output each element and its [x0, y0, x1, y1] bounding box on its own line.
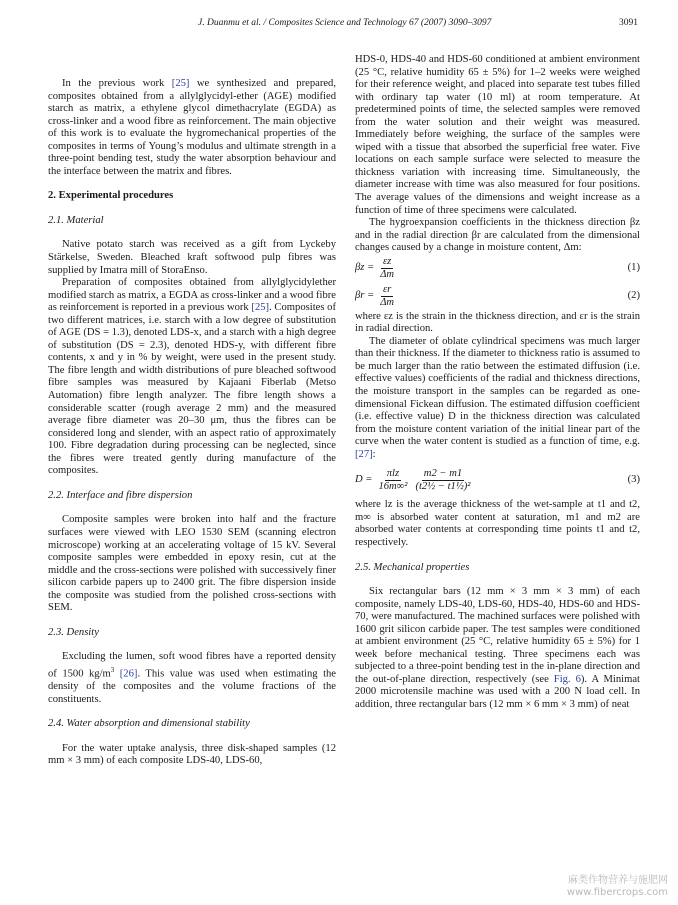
subsection-heading: 2.1. Material — [48, 214, 104, 226]
citation-link[interactable]: [25] — [171, 78, 190, 89]
running-header — [48, 18, 638, 34]
equation-number: (2) — [627, 290, 640, 302]
paragraph: Six rectangular bars (12 mm × 3 mm × 3 mm) of each composite, namely LDS-40, LDS-60, HDS-40, HDS-60 and HDS-70, were manufactured. The machined surfaces were polished with 1600 grit silicon carbide paper. The test samples were conditioned at ambient environment (25 °C, relative humidity 65 ± 5%) for 1 week before mechanical testing. Three specimens each was subjected to a three-point bending test in the in-plane direction and the out-of-plane direction, respectively (see Fig. 6). A Minimat 2000 microtensile machine was used with a 200 N load cell. In addition, three rectangular bars (12 mm × 6 mm × 3 mm) of neat — [355, 586, 641, 710]
intro-paragraph: In the previous work [25] we synthesized and prepared, composites obtained from a allylglycidyl-ether (AGE) modified starch as matrix, a ethylene glycol dimethacrylate (EGDA) as cross-linker and a wood fibre as reinforcement. The main objective of this work is to evaluate the hygromechanical properties of the composites in terms of Young’s modulus and ultimate strength in a three-point bending test, study the water absorption behaviour and the interface between the matrix and fibres. — [48, 78, 336, 177]
paragraph: Composite samples were broken into half and the fracture surfaces were viewed with LEO 1530 SEM (scanning electron microscope) working at an accelerating voltage of 15 kV. Several composite samples were embedded in epoxy resin, cut at the middle and the cross-sections were polished with successively finer silicon carbide papers up to 2400 grit. The fibre dispersion inside the composite was studied from the polished cross-sections with SEM. — [48, 514, 336, 614]
equation-2: βr = $\frac{\varepsilon r}{\Delta m}$ (2) — [355, 284, 640, 309]
left-column — [48, 78, 336, 768]
equation-3: D = $\frac{\text{πlz}}{\text{16m∞²}}$ $\frac{m2 - m1}{\text{(t2½ − t1½)²}}$ (3) — [355, 467, 640, 492]
subsection-heading: 2.2. Interface and fibre dispersion — [48, 489, 193, 501]
equation-number: (1) — [627, 262, 640, 274]
paragraph: Preparation of composites obtained from allylglycidylether modified starch as matrix, a EGDA as cross-linker and a wood fibre as reinforcement is reported in a previous work [25]. Composites of two different matrices, i.e. starch with a low degree of substitution of AGE (DS = 1.3), denoted LDS-x, and a starch with a high degree of substitution (DS = 2.3), denoted HDS-y, with different fibre contents, x and y in % by weight, were used in the present study. The fibre length and width distributions of pure bleached softwood fibre samples was measured by Kajaani Fiberlab (Metso Automation) fibre length analyzer. The fibre length shows a considerable scatter (rough average 2 mm) and the measured average fibre diameter was 20–30 μm, thus the fibres can be considered long and slender, with an aspect ratio of approximately 100. Fibre degradation during processing can be neglected, since the fibres were treated gently during manufacture of the composites. — [48, 277, 336, 477]
section-heading: 2. Experimental procedures — [48, 190, 174, 202]
citation-link[interactable]: [25] — [251, 302, 270, 314]
equation-number: (3) — [627, 474, 640, 486]
subsection-heading: 2.5. Mechanical properties — [355, 561, 470, 573]
paragraph: Excluding the lumen, soft wood fibres have a reported density of 1500 $kg/m^3$ [26]. This value was used when estimating the density of the composites and the volume fractions of the constituents. — [48, 651, 337, 705]
running-title: J. Duanmu et al. / Composites Science and Technology 67 (2007) 3090–3097 — [198, 18, 492, 28]
subsection-heading: 2.4. Water absorption and dimensional stability — [48, 718, 250, 730]
citation-link[interactable]: [26] — [119, 668, 138, 680]
paragraph: For the water uptake analysis, three disk-shaped samples (12 mm × 3 mm) of each composite LDS-40, LDS-60, — [48, 742, 336, 767]
page-number: 3091 — [619, 18, 638, 28]
equation-1: βz = $\frac{\varepsilon z}{\Delta m}$ (1) — [355, 256, 640, 281]
paragraph: The diameter of oblate cylindrical specimens was much larger than their thickness. If the diameter to thickness ratio is assumed to be much larger than the ratio between the estimated diffusion (i.e. effective values) coefficients of the radial and thickness directions, the moisture transport in the samples can be regarded as one-dimensional Fickean diffusion. The estimated diffusion coefficient (i.e. effective value) D in the thickness direction was calculated from the moisture content variation of the initial linear part of the curve when the water content is studied as a function of time, e.g. [27]: — [355, 335, 640, 460]
subsection-heading: 2.3. Density — [48, 626, 99, 638]
paragraph: HDS-0, HDS-40 and HDS-60 conditioned at ambient environment (25 °C, relative humidity 65 ± 5%) for 1–2 weeks were weighed for their reference weight, and placed into separate test tubes filled with ordinary tap water (10 ml) at room temperature. At predetermined points of time, the selected samples were removed from the water solution and their weight was measured. Immediately before weighing, the surface of the samples were wiped with a tissue that absorbed the superficial free water. Five locations on each sample surface were selected to measure the thickness variation with increasing time. Simultaneously, the diameter increase with time was also measured for four positions. The average values of the dimensions and weight increase as a function of time of three specimens were calculated. — [355, 54, 640, 216]
paragraph: Native potato starch was received as a gift from Lyckeby Stärkelse, Sweden. Bleached kraft softwood pulp fibres was supplied by Imatra mill of StoraEnso. — [48, 239, 336, 276]
paragraph: where εz is the strain in the thickness direction, and εr is the strain in radial direction. — [355, 310, 640, 335]
citation-link[interactable]: [27] — [355, 448, 373, 460]
right-column — [355, 54, 640, 712]
paragraph: The hygroexpansion coefficients in the thickness direction βz and in the radial direction βr are calculated from the dimensional changes caused by a change in moisture content, Δm: — [355, 217, 640, 254]
site-watermark: 麻类作物营养与施肥网 www.fibercrops.com — [566, 875, 668, 898]
paragraph: where lz is the average thickness of the wet-sample at t1 and t2, m∞ is absorbed water content at saturation, m1 and m2 are absorbed water contents at corresponding time points t1 and t2, respectively. — [355, 499, 640, 548]
figure-link[interactable]: Fig. 6 — [553, 673, 581, 685]
